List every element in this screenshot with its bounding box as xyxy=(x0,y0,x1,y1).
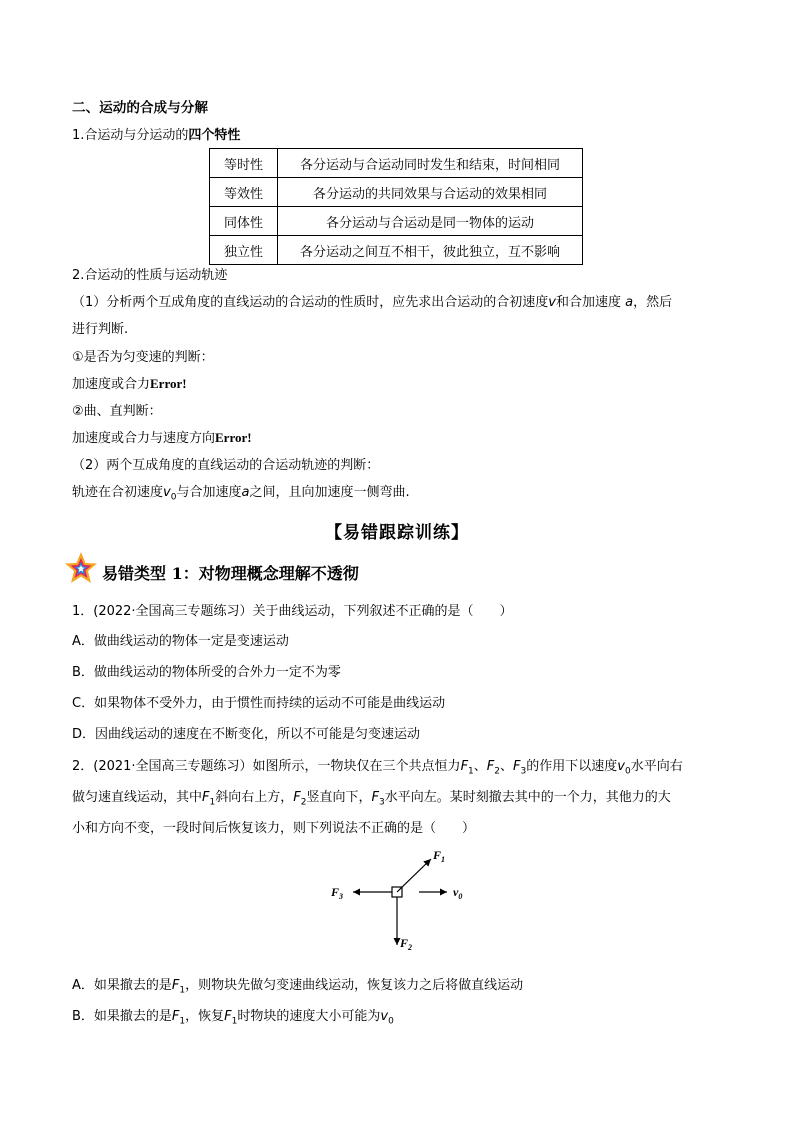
section-heading: 二、运动的合成与分解 xyxy=(72,100,208,116)
subheading-2: 2.合运动的性质与运动轨迹 xyxy=(72,268,228,283)
force-diagram xyxy=(325,847,475,957)
table-cell: 等效性 xyxy=(210,178,278,207)
label-f2: $F_2$ xyxy=(400,936,413,952)
question-2-line1: 2．(2021·全国高三专题练习）如图所示，一物块仅在三个共点恒力$F_1$、$F_2$、$F_3$的作用下以速度$v_0$水平向右 xyxy=(72,759,683,777)
properties-table xyxy=(209,148,583,265)
table-row xyxy=(210,178,583,207)
table-row xyxy=(210,149,583,178)
error-type-title: 易错类型 1：对物理概念理解不透彻 xyxy=(102,564,359,583)
table-cell: 各分运动与合运动同时发生和结束，时间相同 xyxy=(278,149,583,178)
table-cell: 各分运动的共同效果与合运动的效果相同 xyxy=(278,178,583,207)
table-cell: 各分运动之间互不相干，彼此独立，互不影响 xyxy=(278,236,583,265)
arrow-f1 xyxy=(397,859,431,892)
label-f1: $F_1$ xyxy=(433,848,446,864)
question-2-line3: 小和方向不变，一段时间后恢复该力，则下列说法不正确的是（ ） xyxy=(72,821,476,836)
question-1-option-d: D．因曲线运动的速度在不断变化，所以不可能是匀变速运动 xyxy=(72,727,421,742)
question-1-option-c: C．如果物体不受外力，由于惯性而持续的运动不可能是曲线运动 xyxy=(72,696,446,711)
question-2-option-b: B．如果撤去的是$F_1$，恢复$F_1$时物块的速度大小可能为$v_0$ xyxy=(72,1009,394,1027)
table-cell: 独立性 xyxy=(210,236,278,265)
question-2-line2: 做匀速直线运动，其中$F_1$斜向右上方，$F_2$竖直向下，$F_3$水平向左。某时刻撤去其中的一个力，其他力的大 xyxy=(72,790,671,808)
question-1-option-b: B．做曲线运动的物体所受的合外力一定不为零 xyxy=(72,665,341,680)
label-v0: $v_0$ xyxy=(453,885,463,901)
table-cell: 同体性 xyxy=(210,207,278,236)
judgement-2-title: ②曲、直判断： xyxy=(72,404,162,419)
section-banner: 【易错跟踪训练】 xyxy=(325,523,469,543)
judgement-2-text: 加速度或合力与速度方向Error! xyxy=(72,430,252,446)
table-row xyxy=(210,236,583,265)
table-cell: 等时性 xyxy=(210,149,278,178)
paragraph-2-title: （2）两个互成角度的直线运动的合运动轨迹的判断： xyxy=(72,458,380,473)
label-f3: $F_3$ xyxy=(331,885,344,901)
question-2-option-a: A．如果撤去的是$F_1$，则物块先做匀变速曲线运动，恢复该力之后将做直线运动 xyxy=(72,978,524,996)
paragraph-1-line2: 进行判断. xyxy=(72,322,129,337)
paragraph-2-text: 轨迹在合初速度$v_0$与合加速度a之间，且向加速度一侧弯曲. xyxy=(72,485,410,503)
judgement-1-title: ①是否为匀变速的判断： xyxy=(72,350,214,365)
star-icon xyxy=(63,550,99,586)
question-1-option-a: A．做曲线运动的物体一定是变速运动 xyxy=(72,634,289,649)
judgement-1-text: 加速度或合力Error! xyxy=(72,376,187,392)
table-row xyxy=(210,207,583,236)
subheading-1: 1.合运动与分运动的四个特性 xyxy=(72,128,241,143)
table-cell: 各分运动与合运动是同一物体的运动 xyxy=(278,207,583,236)
paragraph-1-line1: （1）分析两个互成角度的直线运动的合运动的性质时，应先求出合运动的合初速度v和合加速度 a，然后 xyxy=(72,295,673,310)
question-1-stem: 1．(2022·全国高三专题练习）关于曲线运动，下列叙述不正确的是（ ） xyxy=(72,604,513,619)
